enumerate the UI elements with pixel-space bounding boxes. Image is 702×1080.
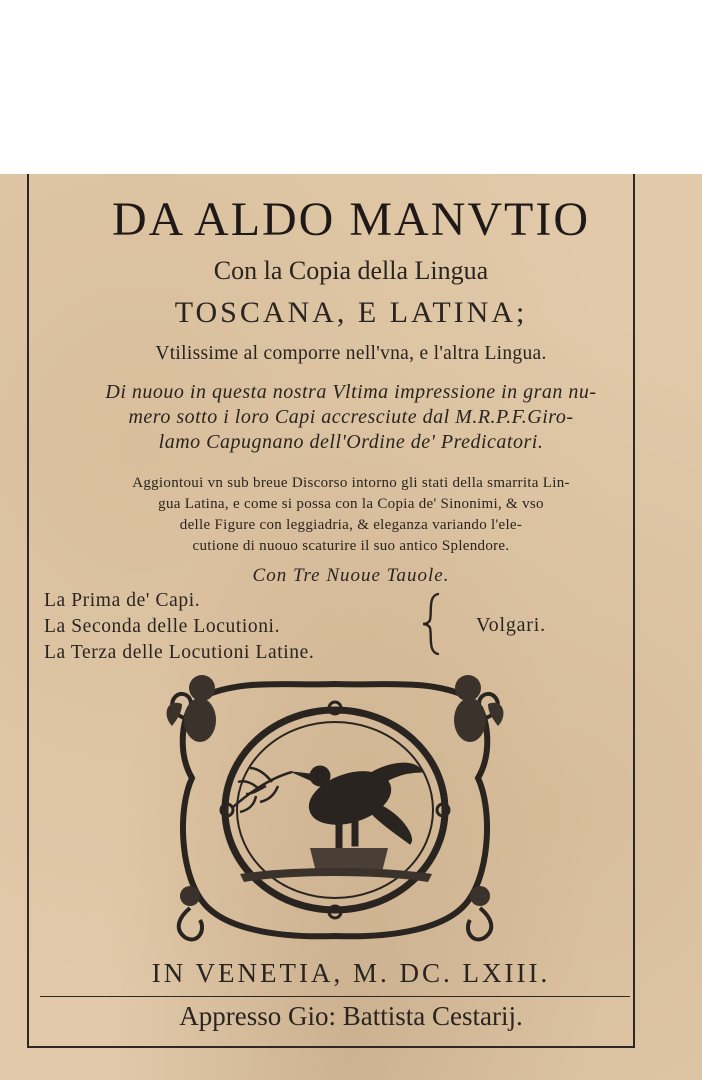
discourse-note-line: Aggiontoui vn sub breue Discorso intorno gli stati della smarrita Lin- [132, 475, 570, 491]
utility-line: Vtilissime al comporre nell'vna, e l'altra Lingua. [155, 343, 547, 364]
title-page [0, 174, 702, 1080]
curly-brace-icon [420, 592, 446, 656]
languages-heading: TOSCANA, E LATINA; [174, 296, 528, 329]
printers-device-woodcut [160, 668, 510, 948]
bottom-border-rule [27, 1046, 635, 1048]
discourse-note-line: delle Figure con leggiadria, & eleganza variando l'ele- [179, 517, 523, 533]
discourse-note-line: cutione di nuouo scaturire il suo antico Splendore. [192, 538, 510, 554]
tables-heading: Con Tre Nuoue Tauole. [252, 565, 450, 586]
table-list-item: La Terza delle Locutioni Latine. [44, 642, 315, 663]
imprint-rule [40, 996, 630, 997]
edition-note-line: mero sotto i loro Capi accresciute dal M.R.P.F.Giro- [128, 406, 574, 428]
table-list-item: La Seconda delle Locutioni. [44, 616, 281, 637]
book-subtitle: Con la Copia della Lingua [213, 256, 489, 285]
printer-line: Appresso Gio: Battista Cestarij. [179, 1001, 523, 1031]
table-list-item: La Prima de' Capi. [44, 590, 201, 611]
discourse-note-line: gua Latina, e come si possa con la Copia de' Sinonimi, & vso [158, 496, 544, 512]
imprint-line: IN VENETIA, M. DC. LXIII. [151, 958, 551, 988]
bracket-label: Volgari. [476, 614, 546, 636]
edition-note-line: lamo Capugnano dell'Ordine de' Predicatori. [158, 431, 544, 453]
edition-note-line: Di nuouo in questa nostra Vltima impressione in gran nu- [105, 381, 597, 403]
book-title: DA ALDO MANVTIO [112, 193, 590, 246]
